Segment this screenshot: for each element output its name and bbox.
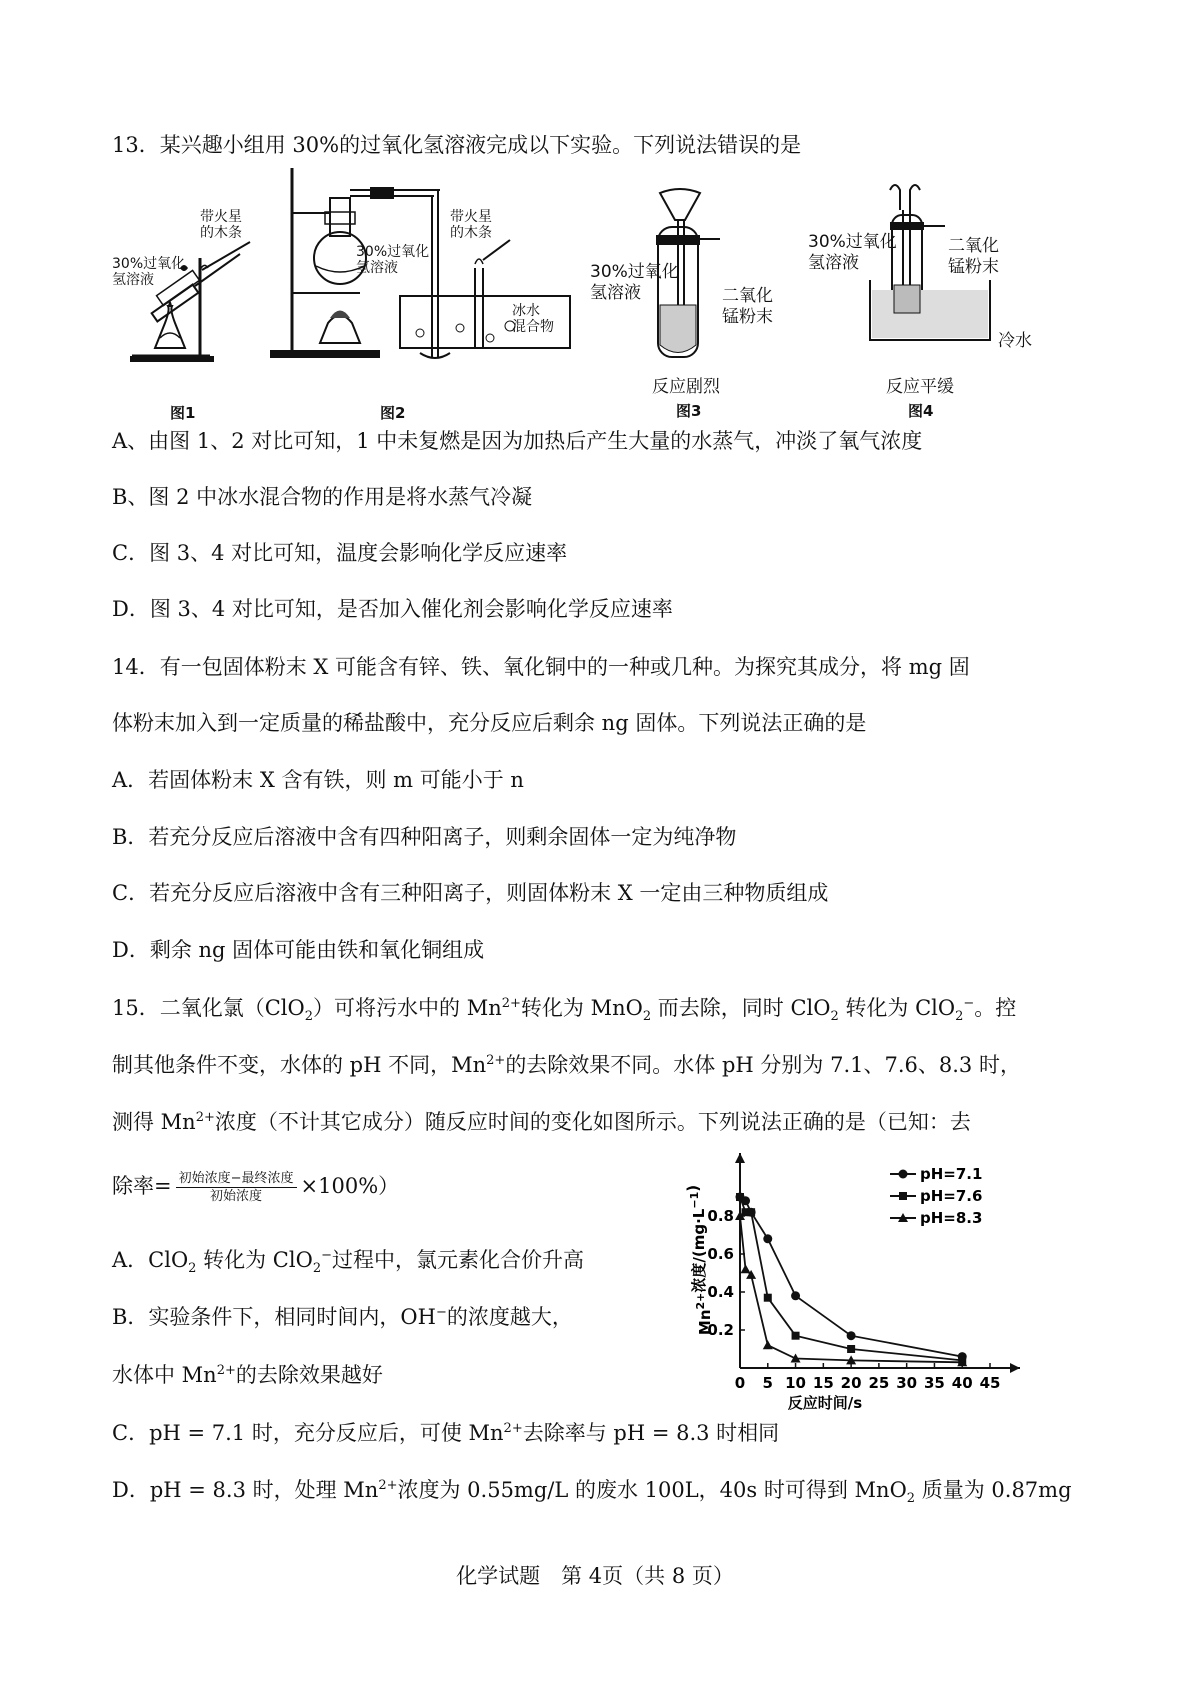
- fig1-wood-label: 带火星 的木条: [200, 209, 242, 241]
- fig2-solution-label: 30%过氧化 氢溶液: [356, 244, 430, 276]
- q14-stem-1: 14．有一包固体粉末 X 可能含有锌、铁、氧化铜中的一种或几种。为探究其成分，将 mg 固: [112, 655, 970, 679]
- x-tick-label: 15: [812, 1374, 834, 1392]
- x-tick-label: 30: [896, 1374, 918, 1392]
- fig4-note: 反应平缓: [886, 377, 954, 397]
- q13-stem: 13．某兴趣小组用 30%的过氧化氢溶液完成以下实验。下列说法错误的是: [112, 133, 802, 157]
- q15-line-3: 测得 $Mn^{2+}$浓度（不计其它成分）随反应时间的变化如图所示。下列说法正确的是（已知：去: [112, 1110, 971, 1134]
- data-point-triangle: [763, 1340, 773, 1349]
- chart-y-axis-label: $Mn^{2+}$浓度$/(mg\cdot L^{-1})$: [684, 1184, 714, 1336]
- q15-option-c: C．pH = 7.1 时，充分反应后，可使 $Mn^{2+}$去除率与 pH = 8.3 时相同: [112, 1421, 780, 1445]
- x-tick-label: 5: [762, 1374, 773, 1392]
- y-tick-label: 0.2: [707, 1321, 734, 1339]
- q15-option-d: D．pH = 8.3 时，处理 $Mn^{2+}$浓度为 0.55mg/L 的废水 100L，40s 时可得到 MnO$_2$ 质量为 0.87mg: [112, 1478, 1072, 1507]
- data-point-square: [747, 1208, 755, 1216]
- fig1-caption: 图1: [170, 404, 196, 422]
- x-tick-label: 35: [924, 1374, 945, 1392]
- y-axis-arrow: [735, 1153, 745, 1163]
- x-tick-label: 20: [840, 1374, 862, 1392]
- q14-option-b: B．若充分反应后溶液中含有四种阳离子，则剩余固体一定为纯净物: [112, 825, 737, 849]
- q14-option-c: C．若充分反应后溶液中含有三种阳离子，则固体粉末 X 一定由三种物质组成: [112, 881, 829, 905]
- q15-line-2: 制其他条件不变，水体的 pH 不同，$Mn^{2+}$的去除效果不同。水体 pH 分别为 7.1、7.6、8.3 时，: [112, 1053, 1021, 1077]
- legend-label: pH=7.6: [920, 1187, 983, 1205]
- data-point-circle: [847, 1331, 856, 1340]
- data-point-square: [792, 1332, 800, 1340]
- chart-legend: [890, 1165, 982, 1227]
- q13-option-a: A、由图 1、2 对比可知，1 中未复燃是因为加热后产生大量的水蒸气，冲淡了氧气浓度: [112, 429, 923, 453]
- q14-option-d: D．剩余 ng 固体可能由铁和氧化铜组成: [112, 938, 485, 962]
- q14-stem-2: 体粉末加入到一定质量的稀盐酸中，充分反应后剩余 ng 固体。下列说法正确的是: [112, 711, 867, 735]
- data-point-triangle: [741, 1264, 751, 1273]
- x-tick-label: 25: [868, 1374, 890, 1392]
- fig3-catalyst-label: 二氧化 锰粉末: [722, 286, 773, 327]
- data-point-square: [736, 1193, 744, 1201]
- chart-x-axis-label: 反应时间/s: [787, 1394, 863, 1412]
- page-footer: 化学试题 第 4页（共 8 页）: [456, 1564, 734, 1588]
- q13-option-b: B、图 2 中冰水混合物的作用是将水蒸气冷凝: [112, 485, 533, 509]
- q15-option-a: A．ClO$_2$ 转化为 ClO$_2$−过程中，氯元素化合价升高: [112, 1248, 584, 1277]
- fig2-caption: 图2: [380, 404, 406, 422]
- q13-option-d: D．图 3、4 对比可知，是否加入催化剂会影响化学反应速率: [112, 597, 673, 621]
- x-tick-label: 40: [951, 1374, 973, 1392]
- fig3-solution-label: 30%过氧化 氢溶液: [590, 262, 679, 303]
- legend-marker-circle: [899, 1170, 908, 1179]
- fig2-wood-label: 带火星 的木条: [450, 209, 492, 241]
- y-tick-label: 0.6: [707, 1245, 734, 1263]
- y-tick-label: 0.4: [707, 1283, 734, 1301]
- y-tick-label: 0.8: [707, 1207, 734, 1225]
- x-axis-arrow: [1010, 1363, 1020, 1373]
- q15-removal-rate-formula: 除率= $\frac{\text{初始浓度−最终浓度}}{\text{初始浓度}}$ ×100%）: [112, 1171, 400, 1204]
- series-line-triangle: [740, 1216, 962, 1362]
- q15-option-b-2: 水体中 $Mn^{2+}$的去除效果越好: [112, 1363, 383, 1387]
- fig4-caption: 图4: [908, 402, 934, 420]
- fig1-solution-label: 30%过氧化 氢溶液: [112, 256, 186, 288]
- data-point-circle: [763, 1234, 772, 1243]
- fig4-solution-label: 30%过氧化 氢溶液: [808, 232, 897, 273]
- q15-line-1: 15．二氧化氯（ClO$_2$）可将污水中的 $Mn^{2+}$转化为 MnO$_2$ 而去除，同时 ClO$_2$ 转化为 ClO$_2$−。控: [112, 996, 1017, 1025]
- data-point-circle: [791, 1291, 800, 1300]
- figure-2-apparatus: [270, 168, 610, 393]
- mn-concentration-chart: [684, 1150, 1090, 1412]
- q15-option-b-1: B．实验条件下，相同时间内，OH−的浓度越大，: [112, 1305, 573, 1329]
- data-point-square: [847, 1345, 855, 1353]
- q14-option-a: A．若固体粉末 X 含有铁，则 m 可能小于 n: [112, 768, 524, 792]
- fig3-note: 反应剧烈: [652, 377, 720, 397]
- legend-marker-square: [899, 1192, 907, 1200]
- fig2-ice-label: 冰水 混合物: [512, 303, 554, 335]
- x-tick-label: 0: [734, 1374, 746, 1392]
- legend-label: pH=8.3: [920, 1209, 983, 1227]
- x-tick-label: 10: [785, 1374, 806, 1392]
- fig3-caption: 图3: [676, 402, 702, 420]
- fig4-catalyst-label: 二氧化 锰粉末: [948, 236, 999, 277]
- legend-label: pH=7.1: [920, 1165, 983, 1183]
- data-point-square: [764, 1294, 772, 1302]
- q13-option-c: C．图 3、4 对比可知，温度会影响化学反应速率: [112, 541, 568, 565]
- fig4-cold-water-label: 冷水: [998, 331, 1032, 351]
- x-tick-label: 45: [979, 1374, 1001, 1392]
